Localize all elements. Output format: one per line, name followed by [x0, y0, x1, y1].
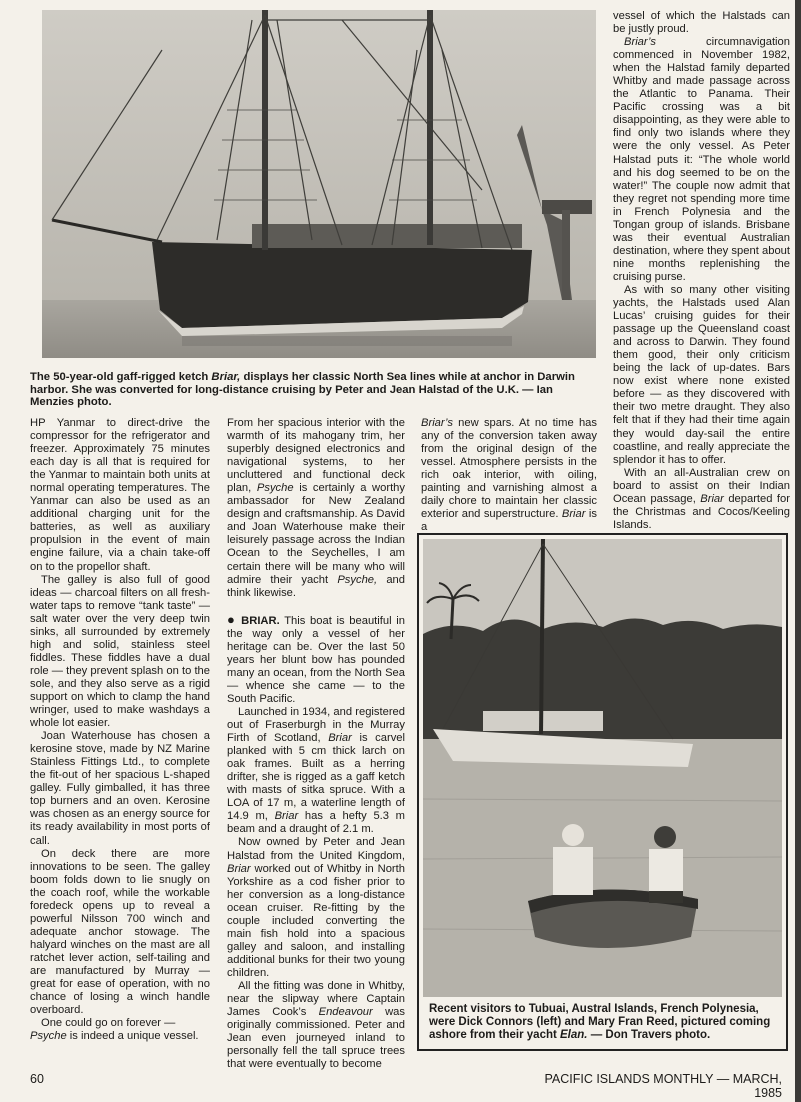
paragraph-text: is carvel planked with 5 cm thick larch on oak frames. Built as a herring drifter, she is rigged as a gaff ketch with masts of sitka spruce. With a LOA of 17 m, a waterline length of 14.9 m, — [227, 732, 406, 823]
vessel-name: Briar — [227, 862, 251, 875]
page-number: 60 — [30, 1072, 44, 1086]
paragraph-text: is indeed a unique vessel. — [66, 1030, 199, 1043]
dinghy-photo — [423, 539, 782, 997]
briar-photo-caption — [30, 371, 596, 409]
paragraph-text: This boat is beautiful in the way only a vessel of her heritage can be. Over the last 50 years her blunt bow has pounded many an ocean, from the North Sea — whence she came — to the South Pacific. — [227, 614, 405, 705]
paragraph — [227, 980, 405, 1071]
bullet-icon: ● — [227, 611, 237, 627]
article-column-4 — [613, 10, 790, 532]
paragraph-text: new spars. At no time has any of the conversion taken away from the original design of the vessel. Atmosphere persists in the rich oak interior, with oiling, painting and varnishing almost a daily chore to maintain her classic exterior and superstructure. — [421, 417, 597, 521]
paragraph-text: From her spacious interior with the warmth of its mahogany trim, her superbly designed electronics and navigational systems, to her uncluttered and functional deck plan, — [227, 417, 405, 495]
paragraph — [227, 706, 405, 836]
paragraph-text: worked out of Whitby in North Yorkshire as a cod fisher prior to her conversion as a long-distance ocean cruiser. Re-fitting by the couple included converting the main fish hold into a spacious galley and saloon, and installing additional bunks for their two young children. — [227, 862, 405, 979]
paragraph: As with so many other visiting yachts, the Halstads used Alan Lucas’ cruising guides for their passage up the Queensland coast and across to Darwin. They found them good, their only criticism being the lack of up-dates. Bars now exist where none existed before — as they discovered with their two metre draught. They also felt that if they had their time again they would day-sail the entire coastline, and really appreciate the splendor it has to offer. — [613, 283, 790, 466]
paragraph — [421, 417, 597, 534]
caption-credit: — Don Travers photo. — [587, 1028, 711, 1041]
paragraph-text: is a — [421, 508, 597, 534]
publication-footer: PACIFIC ISLANDS MONTHLY — MARCH, 1985 — [544, 1072, 782, 1100]
vessel-name: Psyche, — [337, 573, 378, 586]
paragraph-text: is certainly a worthy ambassador for New Zealand design and craftsmanship. As David and Joan Waterhouse make their leisurely passage across the Indian Ocean to the Seychelles, I am certain there will be many who will admire their yacht — [227, 482, 405, 586]
caption-text: Recent visitors to Tubuai, Austral Islands, French Polynesia, were Dick Connors (left) and Mary Fran Reed, pictured coming ashore from their yacht — [429, 1003, 771, 1041]
vessel-name: Psyche — [256, 482, 294, 495]
vessel-name: Briar — [700, 492, 724, 505]
paragraph — [227, 836, 405, 980]
dinghy-photo-box — [417, 533, 788, 1051]
vessel-name: Briar — [274, 810, 299, 823]
paragraph: HP Yanmar to direct-drive the compressor for the refrigerator and freezer. Approximately 75 minutes each day is all that is required for the Yanmar to maintain both units at normal operating temperatures. The Yanmar can also be used as an additional charging unit for the batteries, as well as auxiliary propulsion in the event of main engine failure, via a chain take-off on to the propellor shaft. — [30, 417, 210, 573]
paragraph-text: was originally commissioned. Peter and Jean even journeyed inland to personally fell the tall spruce trees that were eventually to become — [227, 1006, 405, 1071]
paragraph — [613, 467, 790, 532]
briar-photo — [42, 10, 596, 358]
section-title: BRIAR. — [241, 614, 280, 627]
caption-vessel-name: Elan. — [560, 1028, 588, 1041]
vessel-name: Briar’s — [421, 417, 453, 429]
paragraph-text: and think likewise. — [227, 573, 405, 599]
article-column-2 — [227, 417, 405, 1071]
paragraph-text: With an all-Australian crew on board to assist on their Indian Ocean passage, — [613, 466, 790, 505]
paragraph-text: All the fitting was done in Whitby, near the slipway where Captain James Cook’s — [227, 979, 405, 1019]
article-column-1 — [30, 417, 210, 1043]
paragraph — [613, 36, 790, 284]
paragraph: vessel of which the Halstads can be justly proud. — [613, 10, 790, 36]
vessel-name: Endeavour — [318, 1006, 373, 1019]
caption-lead: The 50-year-old gaff-rigged ketch — [30, 371, 212, 383]
caption-text: displays her classic North Sea lines while at anchor in Darwin harbor. She was converted for long-distance cruising by Peter and Jean Halstad of the U.K. — Ian Menzies photo. — [30, 371, 575, 408]
paragraph-text: circumnavigation commenced in November 1982, when the Halstad family departed Whitby and made passage across the Atlantic to Panama. Their Pacific crossing was a bit disappointing, as they were able to find only two islands where they were the only vessel. As Peter Halstad puts it: “The whole world and his dog seemed to be on the water!” The couple now admit that they regret not spending more time in French Polynesia and the Tongan group of islands. Brisbane was their eventual Australian destination, where they spent about nine months replenishing the cruising purse. — [613, 36, 790, 283]
caption-vessel-name: Briar, — [211, 371, 241, 383]
paragraph-text: departed for the Christmas and Cocos/Keeling Islands. — [613, 492, 790, 531]
vessel-name: Briar — [561, 508, 586, 521]
paragraph: On deck there are more innovations to be seen. The galley boom folds down to lie snugly on the coach roof, while the workable foredeck opens up to reveal a powerful Nilsson 700 winch and adequate anchor stowage. The halyard winches on the mast are all ratchet lever action, self-tailing and are manufactured by Murray — great for ease of operation, with no chance of losing a winch handle overboard. — [30, 847, 210, 1017]
paragraph: One could go on forever — — [41, 1017, 176, 1030]
vessel-name: Briar’s — [624, 36, 656, 49]
page-edge-shadow — [795, 0, 801, 1102]
vessel-name: Psyche — [30, 1030, 67, 1043]
section-heading-briar — [227, 613, 405, 706]
paragraph-text: has a hefty 5.3 m beam and a draught of 2.1 m. — [227, 810, 405, 836]
dinghy-photo-caption — [429, 1003, 779, 1041]
paragraph-text: Now owned by Peter and Jean Halstad from the United Kingdom, — [227, 836, 405, 862]
article-column-3 — [421, 417, 597, 534]
paragraph — [227, 417, 405, 600]
paragraph: Joan Waterhouse has chosen a kerosine stove, made by NZ Marine Stainless Fittings Ltd., to complete the fit-out of her spacious L-shaped galley. Fully gimballed, it has three top burners and an oven. Kerosine was chosen as an energy source for its ready availability in most ports of call. — [30, 730, 210, 847]
paragraph-text: Launched in 1934, and registered out of Fraserburgh in the Murray Firth of Scotland, — [227, 705, 405, 745]
vessel-name: Briar — [328, 732, 352, 745]
paragraph: The galley is also full of good ideas — charcoal filters on all fresh-water taps to remove “tank taste” — salt water over the very deep twin sinks, all surrounded by extremely high and solid, stainless steel fiddles. These fiddles have a dual role — they prevent splash on to the sole, and they also serve as a rigid support on which to clamp the hand wringer, used to make washdays a whole lot easier. — [30, 573, 210, 730]
paragraph — [30, 1030, 210, 1043]
